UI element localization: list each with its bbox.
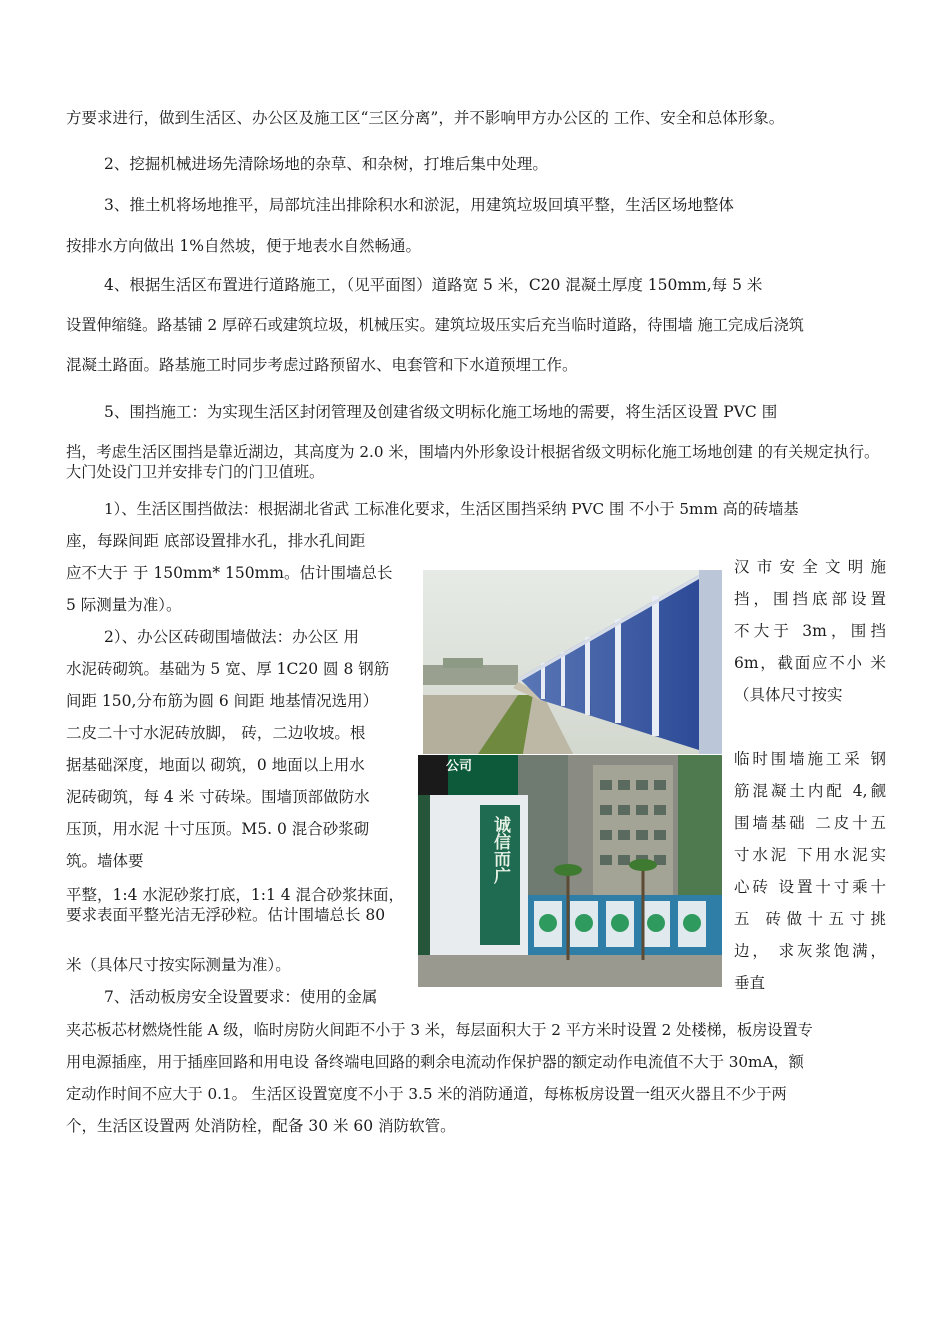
left-column-line: 应不大于 于 150mm* 150mm。估计围墙总长 <box>66 564 393 582</box>
paragraph-7-line-2: 夹芯板芯材燃烧性能 A 级，临时房防火间距不小于 3 米，每层面积大于 2 平方米时设置 2 处楼梯，板房设置专 <box>66 1021 813 1039</box>
paragraph-4-line-1: 4、根据生活区布置进行道路施工，（见平面图）道路宽 5 米，C20 混凝土厚度 150mm,每 5 米 <box>104 276 763 294</box>
right-column-line: （具体尺寸按实 <box>734 686 843 704</box>
right-column-line: 边， 求灰浆饱满， <box>734 942 886 960</box>
paragraph-7-line-3: 用电源插座，用于插座回路和用电设 备终端电回路的剩余电流动作保护器的额定动作电流值不大于 30mA，额 <box>66 1053 804 1071</box>
right-column-line: 寸水泥 下用水泥实 <box>734 846 886 864</box>
paragraph-7-line-5: 个，生活区设置两 处消防栓，配备 30 米 60 消防软管。 <box>66 1117 456 1135</box>
left-column-line: 5 际测量为准）。 <box>66 596 182 614</box>
right-column-line: 不大于 3m，围挡 <box>734 622 886 640</box>
left-column-line: 2）、办公区砖砌围墙做法：办公区 用 <box>104 628 360 646</box>
paragraph-5-line-1: 5、围挡施工：为实现生活区封闭管理及创建省级文明标化施工场地的需要，将生活区设置 PVC 围 <box>104 403 778 421</box>
site-entrance-illustration <box>418 755 722 987</box>
left-column-line: 压顶，用水泥 十寸压顶。M5. 0 混合砂浆砌 <box>66 820 370 838</box>
paragraph-3-line-1: 3、推土机将场地推平，局部坑洼出排除积水和淤泥，用建筑垃圾回填平整，生活区场地整体 <box>104 196 734 214</box>
left-column-line: 泥砖砌筑，每 4 米 寸砖垛。围墙顶部做防水 <box>66 788 370 806</box>
right-column-line: 汉市安全文明施 <box>734 558 886 576</box>
left-column-line: 座，每跺间距 底部设置排水孔，排水孔间距 <box>66 532 366 550</box>
paragraph-7-line-1: 7、活动板房安全设置要求：使用的金属 <box>104 988 378 1006</box>
left-column-line: 水泥砖砌筑。基础为 5 宽、厚 1C20 圆 8 钢筋 <box>66 660 390 678</box>
paragraph-1-line-1: 方要求进行，做到生活区、办公区及施工区“三区分离”，并不影响甲方办公区的 工作、安全和总体形象。 <box>66 109 785 127</box>
paragraph-4-line-2: 设置伸缩缝。路基铺 2 厚碎石或建筑垃圾，机械压实。建筑垃圾压实后充当临时道路，待围墙 施工完成后浇筑 <box>66 316 804 334</box>
site-entrance-photo <box>418 755 722 987</box>
right-column-line: 挡，围挡底部设置 <box>734 590 886 608</box>
right-column-line: 围墙基础 二皮十五 <box>734 814 886 832</box>
paragraph-7-line-4: 定动作时间不应大于 0.1。 生活区设置宽度不小于 3.5 米的消防通道，每栋板房设置一组灭火器且不少于两 <box>66 1085 787 1103</box>
left-column-line: 筑。墙体要 <box>66 852 144 870</box>
right-column-line: 筋混凝土内配 4,觎 <box>734 782 886 800</box>
sign-text: 公司 <box>446 759 473 774</box>
banner-vertical-text: 诚信而广 <box>490 816 510 884</box>
right-column-line: 临时围墙施工采 钢 <box>734 750 886 768</box>
left-column-tail: 米（具体尺寸按实际测量为准）。 <box>66 956 291 974</box>
right-column-line: 心砖 设置十寸乘十 <box>734 878 886 896</box>
left-column-line: 间距 150,分布筋为圆 6 间距 地基情况选用） <box>66 692 379 710</box>
right-column-line: 五 砖做十五寸挑 <box>734 910 886 928</box>
left-column-block: 平整，1:4 水泥砂浆打底，1:1 4 混合砂浆抹面，要求表面平整光洁无浮砂粒。估计围墙总长 80 <box>66 886 405 924</box>
paragraph-3-line-2: 按排水方向做出 1%自然坡，便于地表水自然畅通。 <box>66 237 422 255</box>
paragraph-2-line-1: 2、挖掘机械进场先清除场地的杂草、和杂树，打堆后集中处理。 <box>104 155 548 173</box>
paragraph-6-line-1: 1）、生活区围挡做法：根据湖北省武 工标准化要求，生活区围挡采纳 PVC 围 不小于 5mm 高的砖墙基 <box>104 500 799 518</box>
pvc-hoarding-illustration <box>423 570 722 754</box>
fence-photo-top <box>423 570 722 754</box>
right-column-line: 垂直 <box>734 974 766 992</box>
paragraph-5-line-2: 挡，考虑生活区围挡是靠近湖边，其高度为 2.0 米，围墙内外形象设计根据省级文明标化施工场地创建 的有关规定执行。大门处设门卫并安排专门的门卫值班。 <box>66 443 880 481</box>
right-column-line: 6m，截面应不小 米 <box>734 654 886 672</box>
left-column-line: 据基础深度，地面以 砌筑，0 地面以上用水 <box>66 756 365 774</box>
paragraph-4-line-3: 混凝土路面。路基施工时同步考虑过路预留水、电套管和下水道预埋工作。 <box>66 356 578 374</box>
left-column-line: 二皮二十寸水泥砖放脚， 砖，二边收坡。根 <box>66 724 366 742</box>
